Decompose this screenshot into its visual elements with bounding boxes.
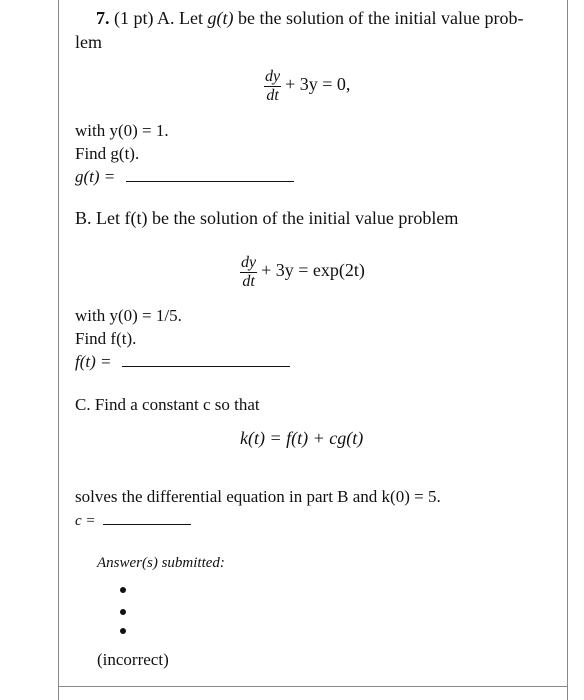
equation-b-rest: + 3y = exp(2t) <box>261 260 365 281</box>
answers-submitted-label: Answer(s) submitted: <box>97 555 225 571</box>
partC-answer-label: c = <box>75 513 96 529</box>
equation-a <box>264 68 350 105</box>
partA-answer-label: g(t) = <box>75 167 116 186</box>
submitted-answer-bullet <box>120 609 126 615</box>
submitted-answer-bullet <box>120 587 126 593</box>
page-border-bottom <box>58 686 568 687</box>
partA-intro-continuation: lem <box>75 32 102 52</box>
partB-answer-row <box>75 352 290 372</box>
partB-find: Find f(t). <box>75 329 137 348</box>
fraction-denominator: dt <box>266 87 279 104</box>
partC-answer-field[interactable] <box>103 510 191 525</box>
problem-points: (1 pt) <box>114 8 154 28</box>
problem-heading <box>96 8 523 29</box>
partA-find: Find g(t). <box>75 144 140 163</box>
partC-answer-row <box>75 510 191 530</box>
equation-c <box>240 428 363 449</box>
partC-intro: C. Find a constant c so that <box>75 395 260 414</box>
submitted-answer-bullet <box>120 628 126 634</box>
problem-number: 7. <box>96 8 110 28</box>
submission-result: (incorrect) <box>97 650 169 669</box>
partA-answer-field[interactable] <box>126 167 294 182</box>
partB-answer-label: f(t) = <box>75 352 112 371</box>
fraction-denominator: dt <box>242 273 255 290</box>
fraction-numerator: dy <box>241 254 257 271</box>
partA-intro-start: A. Let <box>157 8 203 28</box>
partC-condition: solves the differential equation in part B and k(0) = 5. <box>75 487 441 506</box>
page-border-right <box>567 0 568 700</box>
equation-c-text: k(t) = f(t) + cg(t) <box>240 428 364 448</box>
partB-initial-condition: with y(0) = 1/5. <box>75 306 182 325</box>
partA-intro-end: be the solution of the initial value prob- <box>238 8 524 28</box>
page-border-left <box>58 0 59 700</box>
partA-function-name: g(t) <box>207 8 234 28</box>
partA-answer-row <box>75 167 294 187</box>
equation-a-rest: + 3y = 0, <box>285 74 351 95</box>
derivative-fraction-b <box>240 254 257 291</box>
partB-intro: B. Let f(t) be the solution of the initial value problem <box>75 208 459 228</box>
partA-initial-condition: with y(0) = 1. <box>75 121 169 140</box>
equation-b <box>240 254 365 291</box>
derivative-fraction-a <box>264 68 281 105</box>
partB-answer-field[interactable] <box>122 352 290 367</box>
fraction-numerator: dy <box>265 68 281 85</box>
